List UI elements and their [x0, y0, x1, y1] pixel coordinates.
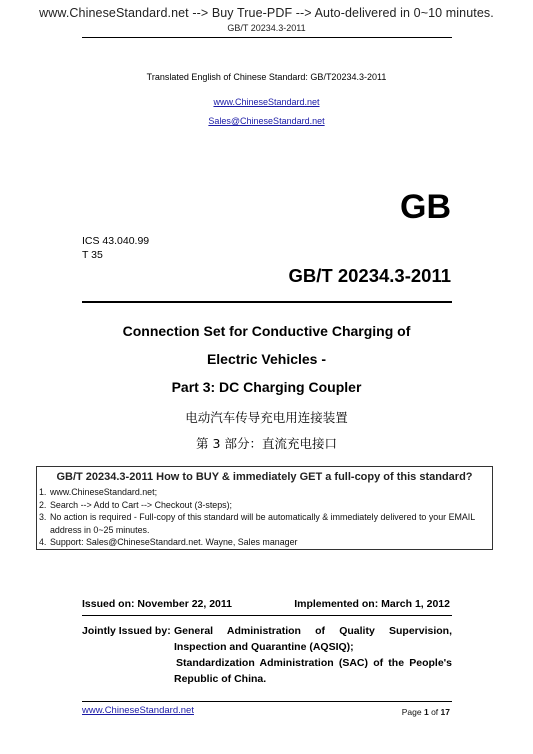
header-standard-code: GB/T 20234.3-2011 — [227, 23, 306, 33]
issuer-line-1: General Administration of Quality Supervision, — [174, 625, 452, 637]
buy-steps-list — [39, 486, 489, 549]
site-link[interactable]: www.ChineseStandard.net — [213, 97, 320, 107]
translated-note: Translated English of Chinese Standard: GB/T20234.3-2011 — [146, 72, 387, 82]
title-line-1: Connection Set for Conductive Charging of — [122, 323, 411, 339]
buy-info-box — [36, 466, 493, 550]
page-of: of — [431, 707, 439, 717]
buy-box-title: GB/T 20234.3-2011 How to BUY & immediately GET a full-copy of this standard? — [56, 471, 473, 483]
buy-step-number: 3. — [39, 512, 47, 523]
site-link-wrapper — [0, 92, 533, 110]
top-banner: www.ChineseStandard.net --> Buy True-PDF --> Auto-delivered in 0~10 minutes. — [39, 6, 494, 20]
buy-step-number: 1. — [39, 487, 47, 497]
buy-step-text: Support: Sales@ChineseStandard.net. Wayne, Sales manager — [50, 537, 298, 548]
buy-step — [39, 486, 489, 499]
buy-step-text: Search --> Add to Cart --> Checkout (3-steps); — [50, 499, 233, 510]
page-indicator — [402, 707, 450, 717]
issuer-line-2: Inspection and Quarantine (AQSIQ); — [174, 641, 354, 653]
issuer-line-4: Republic of China. — [174, 673, 267, 685]
sales-email-link[interactable]: Sales@ChineseStandard.net — [208, 116, 325, 126]
implemented-on: Implemented on: March 1, 2012 — [294, 598, 450, 610]
sales-link-wrapper — [0, 111, 533, 129]
chinese-title-2: 第 3 部分：直流充电接口 — [196, 436, 337, 451]
standard-divider — [82, 301, 452, 303]
page-current: 1 — [423, 707, 429, 717]
title-line-2: Electric Vehicles - — [206, 351, 327, 367]
buy-step-number: 2. — [39, 499, 47, 510]
buy-step-text: No action is required - Full-copy of this standard will be automatically & immediately delivered to your EMAIL address in 0~25 minutes. — [50, 512, 475, 535]
header-divider — [82, 37, 452, 38]
buy-step — [39, 536, 489, 549]
issuer-line-3: Standardization Administration (SAC) of the People's — [176, 657, 452, 669]
buy-step-text[interactable]: www.ChineseStandard.net; — [50, 487, 158, 497]
footer-site-link[interactable]: www.ChineseStandard.net — [82, 705, 194, 716]
page-total: 17 — [440, 707, 450, 717]
chinese-title-1: 电动汽车传导充电用连接装置 — [185, 410, 348, 425]
jointly-issued-label: Jointly Issued by: — [82, 625, 171, 637]
buy-step-number: 4. — [39, 537, 47, 548]
title-line-3: Part 3: DC Charging Coupler — [171, 379, 362, 395]
buy-step — [39, 511, 489, 536]
page-label: Page — [401, 707, 422, 717]
issued-on: Issued on: November 22, 2011 — [82, 598, 232, 610]
gb-mark: GB — [400, 188, 451, 226]
t-code: T 35 — [82, 249, 103, 261]
buy-step — [39, 499, 489, 512]
issue-divider — [82, 615, 452, 616]
standard-number: GB/T 20234.3-2011 — [288, 265, 451, 286]
footer-divider — [82, 701, 452, 702]
ics-code: ICS 43.040.99 — [82, 235, 150, 247]
